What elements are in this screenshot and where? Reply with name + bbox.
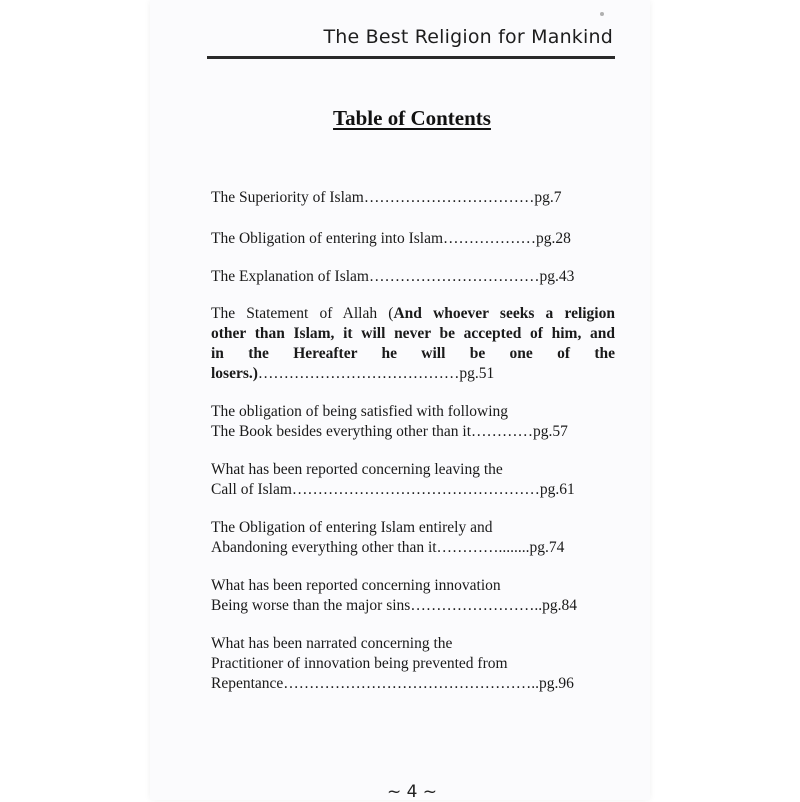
toc-entry-explanation (211, 267, 615, 287)
header-rule (207, 56, 615, 59)
toc-entry-line: What has been reported concerning leaving the (211, 461, 503, 478)
toc-entry-innovator-prevented-repentance (211, 634, 615, 694)
toc-entry-leader: …………………………………pg.51 (257, 365, 495, 382)
toc-entry-line: Repentance…………………………………………..pg.96 (211, 675, 574, 692)
quran-quote-text: in the Hereafter he will be one of the (211, 345, 615, 362)
toc-title: Table of Contents (333, 106, 491, 130)
toc-entry-line: The Explanation of Islam……………………………pg.43 (211, 268, 575, 285)
quran-quote-text: And whoever seeks a religion (393, 305, 615, 322)
toc-entry-line: Abandoning everything other than it…………........pg.74 (211, 539, 565, 556)
toc-entry-line: Practitioner of innovation being prevented from (211, 655, 508, 672)
toc-entry-line: The Obligation of entering Islam entirely and (211, 519, 493, 536)
toc-entry-obligation-entering (211, 229, 615, 249)
running-header: The Best Religion for Mankind (323, 26, 613, 48)
toc-entry-satisfied-following-book (211, 402, 615, 442)
toc-entry-text: The Statement of Allah ( (211, 305, 394, 322)
scan-speck (600, 12, 604, 16)
toc-entry-line: The obligation of being satisfied with following (211, 403, 509, 420)
toc-entry-line: What has been reported concerning innovation (211, 577, 501, 594)
toc-entry-line: The Book besides everything other than it…………pg.57 (211, 423, 568, 440)
toc-entry-line (211, 304, 615, 324)
toc-entry-line (211, 364, 615, 384)
toc-entry-line: Call of Islam…………………………………………pg.61 (211, 481, 575, 498)
toc-entry-line: The Superiority of Islam……………………………pg.7 (211, 189, 562, 206)
quran-quote-text: other than Islam, it will never be accepted of him, and (211, 325, 615, 342)
toc-entry-statement-of-allah (211, 304, 615, 384)
toc-entry-entering-islam-entirely (211, 518, 615, 558)
toc-entry-line: What has been narrated concerning the (211, 635, 453, 652)
toc-entry-leaving-call-of-islam (211, 460, 615, 500)
toc-entry-line: Being worse than the major sins……………………..pg.84 (211, 597, 577, 614)
toc-entry-line: The Obligation of entering into Islam………………pg.28 (211, 230, 571, 247)
page-number: ~ 4 ~ (386, 782, 438, 802)
quran-quote-text: losers.) (211, 365, 258, 382)
toc-entry-innovation-worse (211, 576, 615, 616)
toc-entry-superiority (211, 188, 615, 208)
